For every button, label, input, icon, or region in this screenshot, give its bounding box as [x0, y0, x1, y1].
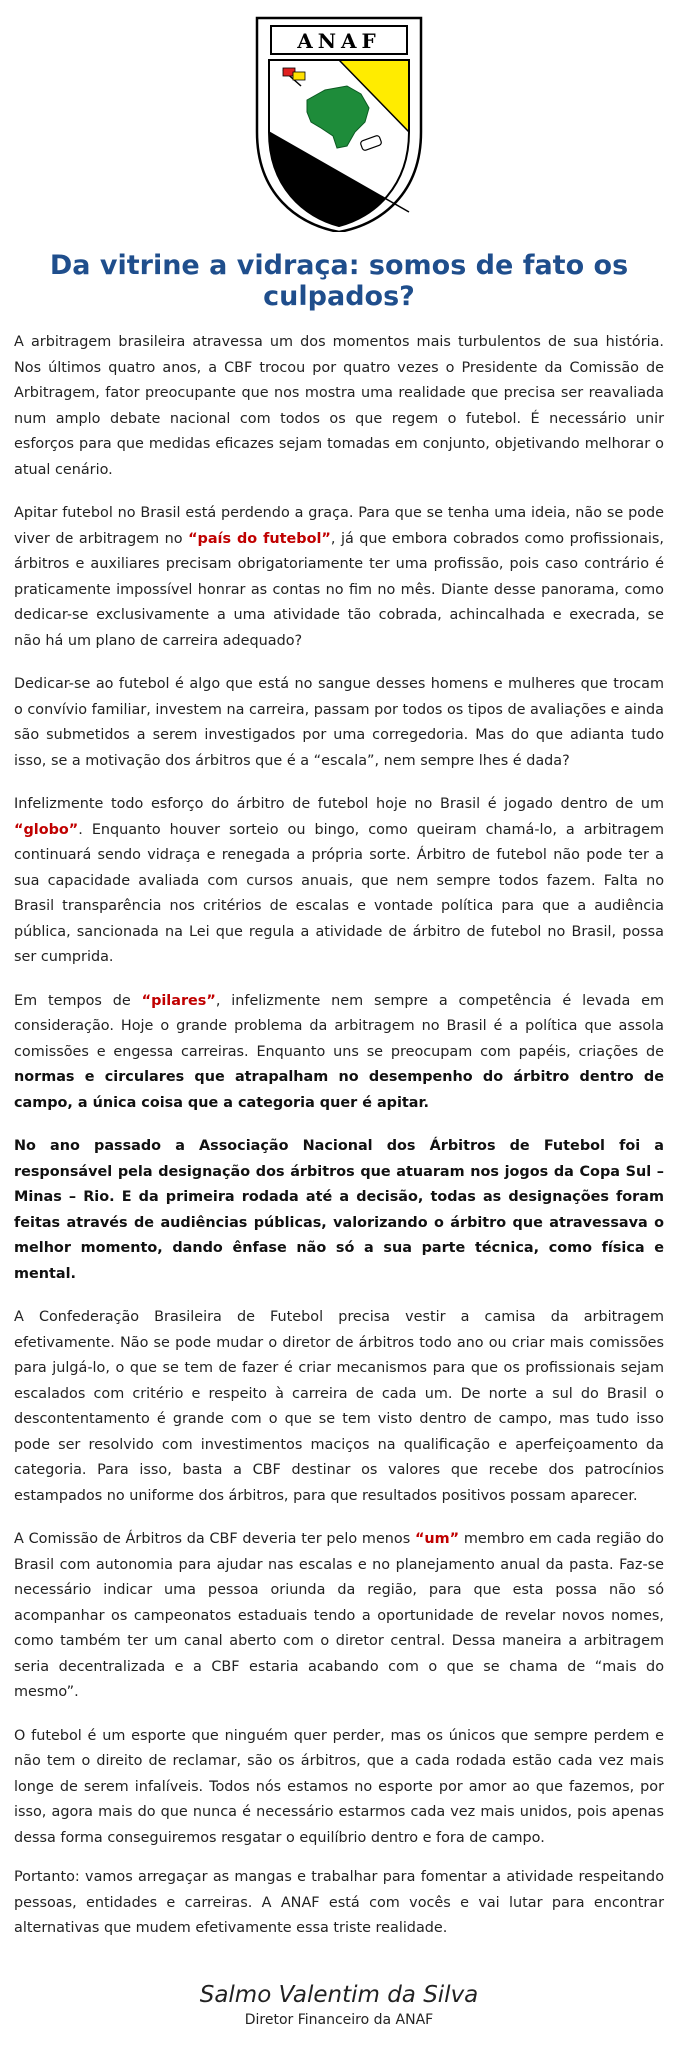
bold-text: normas e circulares que atrapalham no desempenho do árbitro dentro de campo, a única coisa que a categoria quer é apitar. [14, 1069, 664, 1111]
highlight: “um” [414, 1531, 460, 1547]
text: Dedicar-se ao futebol é algo que está no sangue desses homens e mulheres que trocam o convívio familiar, investem na carreira, passam por todos os tipos de avaliações e ainda são submetidos a serem investigados por uma corregedoria. Mas do que adianta tudo isso, se a motivação dos árbitros que é a “escala”, nem sempre lhes é dada? [14, 676, 664, 769]
text: , já que embora cobrados como profissionais, árbitros e auxiliares precisam obrigatoriamente ter uma profissão, pois caso contrário é praticamente impossível honrar as contas no fim no mês. Diante desse panorama, como dedicar-se exclusivamente a uma atividade tão cobrada, achincalhada e execrada, se não há um plano de carreira adequado? [14, 530, 665, 649]
logo-text: ANAF [297, 29, 381, 53]
signature-name: Salmo Valentim da Silva [199, 1981, 479, 2008]
text: A Confederação Brasileira de Futebol precisa vestir a camisa da arbitragem efetivamente. Não se pode mudar o diretor de árbitros todo ano ou criar mais comissões para julgá-lo, o que se tem de fazer é criar mecanismos para que os profissionais sejam escalados com critério e respeito à carreira de cada um. De norte a sul do Brasil o descontentamento é grande com o que se tem visto dentro de campo, mas tudo isso pode ser resolvido com investimentos maciços na qualificação e aperfeiçoamento da categoria. Para isso, basta a CBF destinar os valores que recebe dos patrocínios estampados no uniforme dos árbitros, para que resultados positivos possam aparecer. [14, 1309, 664, 1504]
paragraph-2 [14, 501, 664, 654]
paragraph-7 [14, 1305, 664, 1509]
paragraph-3 [14, 672, 664, 774]
page-title: Da vitrine a vidraça: somos de fato os culpados? [49, 250, 629, 312]
paragraph-6 [14, 1134, 664, 1287]
text: Em tempos de [14, 992, 142, 1009]
text: membro em cada região do Brasil com autonomia para ajudar nas escalas e no planejamento anual da pasta. Faz-se necessário indicar uma pessoa oriunda da região, para que esta possa não só acompanhar os campeonatos estaduais tendo a oportunidade de revelar novos nomes, como também ter um canal aberto com o diretor central. Dessa maneira a arbitragem seria decentralizada e a CBF estaria acabando com o que se chama de “mais do mesmo”. [14, 1531, 664, 1700]
highlight: “pilares” [141, 992, 216, 1009]
paragraph-9 [14, 1724, 664, 1852]
text: Apitar futebol no Brasil está perdendo a graça. Para que se tenha uma ideia, não se pode viver de arbitragem no [14, 505, 664, 547]
anaf-logo [249, 12, 429, 232]
paragraph-1 [14, 330, 664, 483]
text: O futebol é um esporte que ninguém quer perder, mas os únicos que sempre perdem e não tem o direito de reclamar, são os árbitros, que a cada rodada estão cada vez mais longe de serem infalíveis. Todos nós estamos no esporte por amor ao que fazemos, por isso, agora mais do que nunca é necessário estarmos cada vez mais unidos, pois apenas dessa forma conseguiremos resgatar o equilíbrio dentro e fora de campo. [14, 1727, 664, 1846]
paragraph-8 [14, 1527, 664, 1706]
text: Portanto: vamos arregaçar as mangas e trabalhar para fomentar a atividade respeitando pessoas, entidades e carreiras. A ANAF está com vocês e vai lutar para encontrar alternativas que mudem efetivamente essa triste realidade. [14, 1869, 664, 1936]
text: A Comissão de Árbitros da CBF deveria ter pelo menos [14, 1531, 415, 1547]
text: A arbitragem brasileira atravessa um dos momentos mais turbulentos de sua história. Nos últimos quatro anos, a CBF trocou por quatro vezes o Presidente da Comissão de Arbitragem, fator preocupante que nos mostra uma realidade que precisa ser reavaliada num amplo debate nacional com todos os que regem o futebol. É necessário unir esforços para que medidas eficazes sejam tomadas em conjunto, objetivando melhorar o atual cenário. [14, 334, 664, 478]
signature-block [14, 1982, 664, 2028]
text: No ano passado a Associação Nacional dos Árbitros de Futebol foi a responsável pela designação dos árbitros que atuaram nos jogos da Copa Sul – Minas – Rio. E da primeira rodada até a decisão, todas as designações foram feitas através de audiências públicas, valorizando o árbitro que atravessava o melhor momento, dando ênfase não só a sua parte técnica, como física e mental. [14, 1138, 664, 1282]
paragraph-10 [14, 1865, 664, 1942]
text: , infelizmente nem sempre a competência é levada em consideração. Hoje o grande problema da arbitragem no Brasil é a política que assola comissões e engessa carreiras. Enquanto uns se preocupam com papéis, criações de [14, 992, 664, 1060]
paragraph-4 [14, 792, 664, 971]
article-body [0, 312, 678, 2028]
highlight: “país do futebol” [188, 530, 331, 547]
paragraph-5 [14, 989, 664, 1117]
text: . Enquanto houver sorteio ou bingo, como queiram chamá-lo, a arbitragem continuará sendo vidraça e renegada a própria sorte. Árbitro de futebol não pode ter a sua capacidade avaliada com cursos anuais, que nem sempre todos fazem. Falta no Brasil transparência nos critérios de escalas e vontade política para que a audiência pública, sancionada na Lei que regula a atividade de árbitro de futebol no Brasil, possa ser cumprida. [14, 821, 664, 965]
signature-role: Diretor Financeiro da ANAF [244, 2011, 434, 2028]
highlight: “globo” [14, 821, 79, 838]
logo-container [0, 0, 678, 232]
text: Infelizmente todo esforço do árbitro de futebol hoje no Brasil é jogado dentro de um [14, 796, 664, 812]
